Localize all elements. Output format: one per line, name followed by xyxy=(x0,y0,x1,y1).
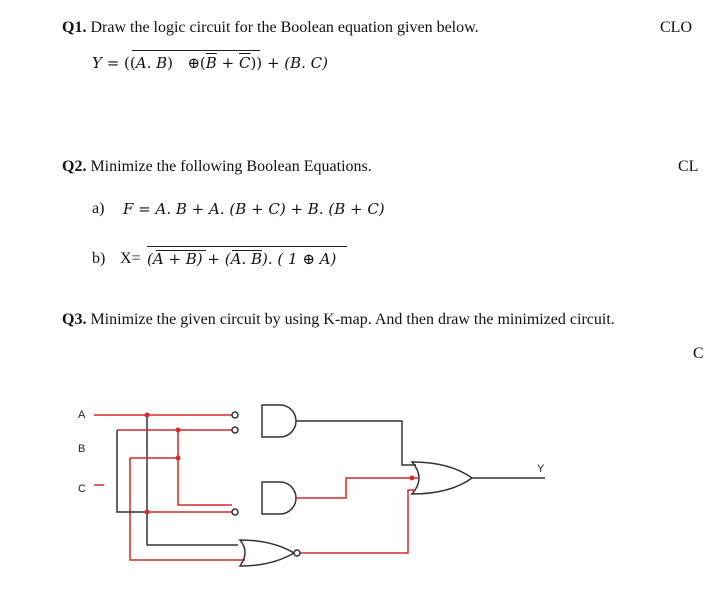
q2-clo: CL xyxy=(678,158,699,175)
bubble-and1-a xyxy=(232,412,238,418)
q2b-lhs: X= xyxy=(120,250,141,267)
wire-and2-out xyxy=(296,478,418,498)
junction-b xyxy=(176,428,181,433)
q2b-equation: (A + B) + (A. B). ( 1 ⊕ A) xyxy=(147,250,337,268)
or-gate-output xyxy=(412,462,472,494)
wire-nor-out xyxy=(300,490,416,553)
wire-b-main xyxy=(117,430,145,512)
q1-equation: Y = ((A. B) $\oplus(\overline{B} + \overline{C})) + (B$. C) xyxy=(92,54,329,72)
junction-bc xyxy=(176,456,181,461)
q1-text: Draw the logic circuit for the Boolean equation given below. xyxy=(90,19,479,36)
b-bar: $\overline{B}$ xyxy=(205,54,217,72)
c-bar: $\overline{C}$ xyxy=(238,54,251,72)
junction-a xyxy=(145,413,150,418)
q1-clo: CLO xyxy=(660,19,692,36)
q2b-label: b) xyxy=(92,250,106,267)
bubble-and1-b xyxy=(232,427,238,433)
q1-number: Q1. xyxy=(62,19,87,36)
bubble-nor xyxy=(294,550,300,556)
junction-or xyxy=(410,476,415,481)
wire-and1-out xyxy=(296,421,416,465)
and-gate-1 xyxy=(262,405,296,437)
junction-c xyxy=(145,510,150,515)
q3-number: Q3. xyxy=(62,311,87,328)
label-y: Y xyxy=(537,463,545,475)
label-c: C xyxy=(78,483,86,495)
nor-gate xyxy=(240,540,294,566)
wire-b-branch xyxy=(178,430,232,505)
label-a: A xyxy=(78,409,86,421)
and-gate-2 xyxy=(262,482,296,514)
q3-clo: C xyxy=(693,345,704,362)
wire-a-branch xyxy=(147,415,238,545)
q2a-equation: F = A. B + A. (B + C) + B. (B + C) xyxy=(123,200,385,218)
q2-text: Minimize the following Boolean Equations. xyxy=(90,158,372,175)
q2a-label: a) xyxy=(92,200,105,217)
bubble-and2-c xyxy=(232,509,238,515)
q3-text: Minimize the given circuit by using K-map. And then draw the minimized circuit. xyxy=(90,311,615,328)
label-b: B xyxy=(78,443,86,455)
q2-number: Q2. xyxy=(62,158,87,175)
